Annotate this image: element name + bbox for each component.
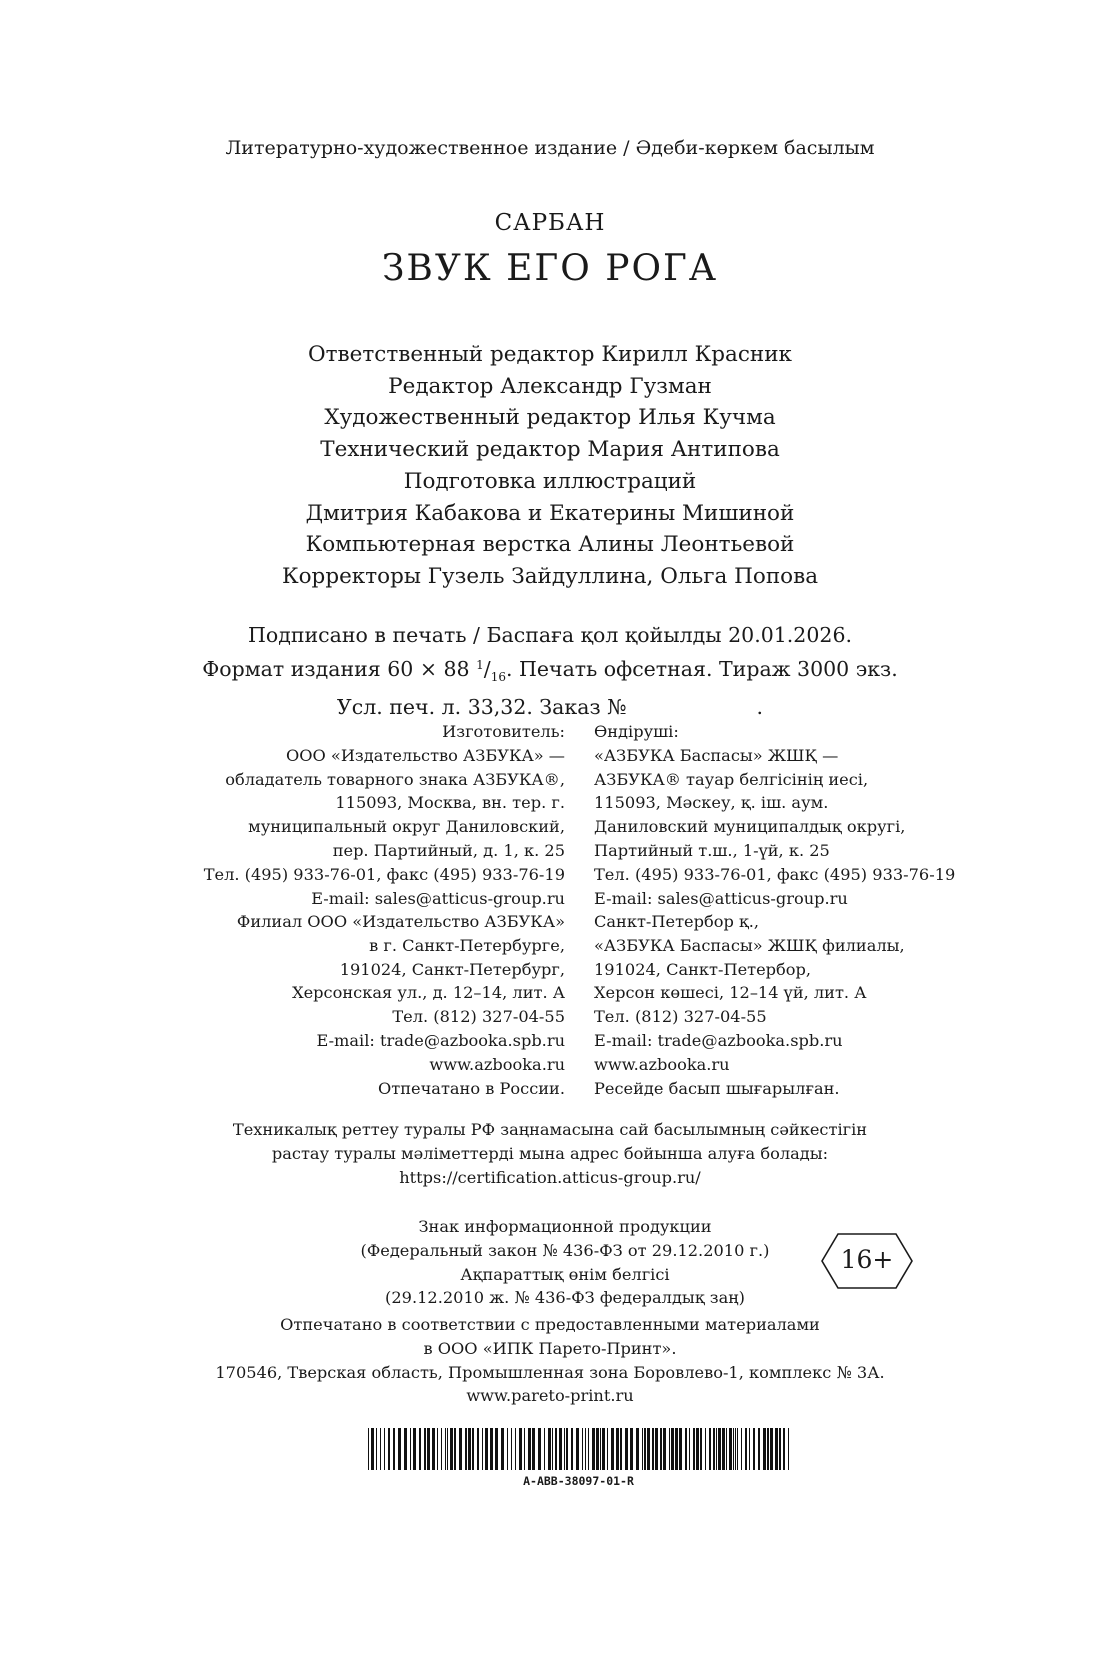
branch-ru-line: в г. Санкт-Петербурге,: [369, 935, 565, 955]
printer-url: www.pareto-print.ru: [466, 1386, 634, 1406]
manufacturer-kz-line: 115093, Мәскеу, қ. іш. аум.: [594, 793, 829, 813]
certification-line: Техникалық реттеу туралы РФ заңнамасына сай басылымның сәйкестігін: [232, 1120, 868, 1139]
edition-type: Литературно-художественное издание / Әдеби-көркем басылым: [225, 137, 875, 159]
manufacturer-kz-line: Партийный т.ш., 1-үй, к. 25: [594, 840, 830, 860]
website-link: www.azbooka.ru: [429, 1055, 565, 1074]
age-rating-badge: [820, 1232, 914, 1290]
manufacturer-kz-line: «АЗБУКА Баспасы» ЖШҚ —: [594, 745, 839, 765]
manufacturer-ru-line: ООО «Издательство АЗБУКА» —: [285, 745, 565, 765]
credit-line: Ответственный редактор Кирилл Красник: [308, 342, 792, 367]
credits-block: [0, 339, 1100, 593]
format-line: [0, 650, 1100, 692]
printed-in-russia: Отпечатано в России.: [378, 1078, 565, 1098]
manufacturer-ru-line: муниципальный округ Даниловский,: [248, 817, 565, 837]
branch-kz: [594, 910, 905, 1053]
manufacturer-kz-line: Тел. (495) 933-76-01, факс (495) 933-76-19: [594, 864, 956, 884]
branch-ru: [237, 910, 565, 1053]
format-prefix: Формат издания 60 × 88: [202, 657, 477, 681]
manufacturer-ru-line: E-mail: sales@atticus-group.ru: [311, 888, 565, 908]
signed-date: Подписано в печать / Баспаға қол қойылды 20.01.2026.: [248, 623, 852, 647]
manufacturer-ru-line: Изготовитель:: [442, 722, 565, 741]
credit-line: Подготовка иллюстраций: [403, 468, 697, 494]
info-sign-line: (29.12.2010 ж. № 436-ФЗ федералдық заң): [385, 1288, 745, 1308]
printer-line: Отпечатано в соответствии с предоставленными материалами: [280, 1315, 820, 1334]
manufacturer-kz-line: АЗБУКА® тауар белгісінің иесі,: [594, 769, 869, 789]
barcode-image: [366, 1428, 791, 1470]
manufacturer-ru-line: Тел. (495) 933-76-01, факс (495) 933-76-19: [203, 864, 565, 884]
info-sign-line: Знак информационной продукции: [418, 1217, 712, 1236]
branch-ru-line: Херсонская ул., д. 12–14, лит. А: [292, 983, 565, 1003]
branch-ru-line: E-mail: trade@azbooka.spb.ru: [316, 1030, 565, 1050]
branch-ru-line: Филиал ООО «Издательство АЗБУКА»: [236, 912, 565, 931]
printer-block: [0, 1313, 1100, 1408]
branch-ru-line: 191024, Санкт-Петербург,: [339, 959, 565, 979]
credit-line: Технический редактор Мария Антипова: [320, 437, 780, 463]
branch-kz-line: «АЗБУКА Баспасы» ЖШҚ филиалы,: [594, 935, 905, 955]
certification-line: растау туралы мәліметтерді мына адрес бойынша алуға болады:: [271, 1143, 829, 1163]
printer-line: 170546, Тверская область, Промышленная зона Боровлево-1, комплекс № 3А.: [215, 1362, 885, 1382]
branch-ru-line: Тел. (812) 327-04-55: [392, 1007, 565, 1027]
format-numerator: 1: [476, 658, 484, 672]
certification-url: https://certification.atticus-group.ru/: [399, 1167, 701, 1187]
certification-block: [0, 1118, 1100, 1189]
order-line: [0, 692, 1100, 722]
manufacturer-ru-line: 115093, Москва, вн. тер. г.: [335, 793, 565, 813]
website-link: www.azbooka.ru: [594, 1055, 730, 1074]
barcode-label: A-ABB-38097-01-R: [523, 1474, 634, 1488]
branch-kz-line: 191024, Санкт-Петербор,: [594, 959, 812, 979]
credit-line: Дмитрия Кабакова и Екатерины Мишиной: [305, 500, 795, 526]
web-ru: [378, 1053, 565, 1101]
branch-kz-line: Херсон көшесі, 12–14 үй, лит. А: [594, 983, 867, 1003]
branch-kz-line: E-mail: trade@azbooka.spb.ru: [594, 1030, 843, 1050]
printed-in-russia-kz: Ресейде басып шығарылған.: [594, 1078, 840, 1098]
manufacturer-kz-line: E-mail: sales@atticus-group.ru: [594, 888, 848, 908]
info-sign-line: Ақпараттық өнім белгісі: [460, 1264, 670, 1284]
credit-line: Корректоры Гузель Зайдуллина, Ольга Попова: [281, 563, 819, 589]
credit-line: Редактор Александр Гузман: [388, 373, 712, 399]
branch-kz-line: Тел. (812) 327-04-55: [594, 1007, 767, 1027]
manufacturer-ru-line: обладатель товарного знака АЗБУКА®,: [225, 769, 565, 789]
book-title: ЗВУК ЕГО РОГА: [381, 248, 719, 289]
print-info: [0, 620, 1100, 722]
printer-line: в ООО «ИПК Парето-Принт».: [423, 1338, 677, 1358]
age-rating-text: 16+: [840, 1245, 894, 1274]
manufacturer-kz-line: Даниловский муниципалдық округі,: [594, 817, 906, 837]
format-suffix: . Печать офсетная. Тираж 3000 экз.: [505, 657, 898, 681]
manufacturer-kz: [594, 720, 955, 910]
manufacturer-ru-line: пер. Партийный, д. 1, к. 25: [332, 840, 565, 860]
manufacturer-ru: [204, 720, 565, 910]
format-slash: /: [483, 657, 491, 681]
order-suffix: .: [756, 695, 764, 719]
info-sign-block: [330, 1215, 800, 1310]
author-name: САРБАН: [494, 210, 606, 236]
credit-line: Компьютерная верстка Алины Леонтьевой: [305, 532, 795, 558]
format-denominator: 16: [490, 670, 506, 684]
web-kz: [594, 1053, 840, 1101]
order-prefix: Усл. печ. л. 33,32. Заказ №: [336, 695, 627, 719]
credit-line: Художественный редактор Илья Кучма: [324, 405, 776, 431]
manufacturer-kz-line: Өндіруші:: [594, 722, 679, 741]
branch-kz-line: Санкт-Петербор қ.,: [594, 912, 760, 931]
info-sign-line: (Федеральный закон № 436-ФЗ от 29.12.2010 г.): [360, 1240, 770, 1260]
